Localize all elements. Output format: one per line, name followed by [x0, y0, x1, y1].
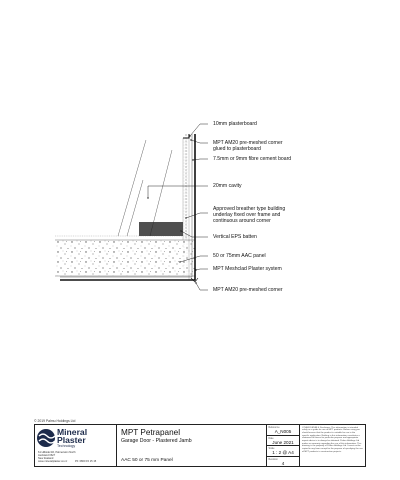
title-block [34, 424, 366, 467]
brand-name-line1: Mineral [57, 427, 88, 437]
callout-meshclad-plaster: MPT Meshclad Plaster system [213, 266, 282, 272]
meta-cell [267, 425, 300, 466]
callout-aac-panel: 50 or 75mm AAC panel [213, 253, 266, 259]
meta-label: Date [268, 436, 274, 440]
meta-scale [267, 446, 299, 457]
brand-name [57, 428, 87, 444]
meta-value: 4 [281, 460, 285, 466]
brand-address: 61 Hillside Rd, Palmerston North Auckland 0627 New Zealand www.mineralplaster.co.nz [38, 451, 76, 464]
eps-batten [139, 222, 183, 236]
disclaimer-cell [300, 425, 365, 466]
brand-contact: Ph: 0800 15 15 15 [75, 460, 97, 463]
disclaimer-text: OTHER DETAILS Disclaimer: This information is intended solely as a guide for use of MPT products. Before using you should ensure that the product is suitable for use in the specific application. Nothing in this information constitutes a statement of fitness for particular purpose and appropriate expert advice is to always be obtained. Palmu Holdings Ltd makes no warranty regarding the use of this information. This drawing is the property of Palmu Holdings Ltd. It must not be copied in any form except for the purpose of specifying the use of MPT products in construction projects. [302, 426, 363, 453]
meta-revision [267, 457, 299, 468]
meta-label: Scale [268, 447, 275, 450]
meta-value: A_N005 [274, 429, 292, 434]
project-panel-note: AAC 50 or 75 mm Panel [121, 458, 173, 463]
project-subtitle: Garage Door - Plastered Jamb [121, 438, 192, 444]
cavity-hatch [118, 140, 172, 236]
callout-cavity: 20mm cavity [213, 183, 242, 189]
meta-label: Reference [268, 426, 280, 429]
brand-tagline: Technology [57, 444, 76, 448]
meta-value: 1 : 2 @ A4 [272, 450, 294, 455]
meta-date [267, 436, 299, 447]
callout-building-underlay: Approved breather type building underlay fixed over frame and continuous around corner [213, 206, 286, 224]
project-cell [117, 425, 267, 466]
meta-reference [267, 425, 299, 436]
callout-eps-batten: Vertical EPS batten [213, 234, 257, 240]
callout-am20-corner-2: MPT AM20 pre-meshed corner [213, 287, 283, 293]
copyright-notice: © 2019 Palmu Holdings Ltd [34, 419, 76, 423]
callout-plasterboard: 10mm plasterboard [213, 121, 257, 127]
brand-cell [35, 425, 117, 466]
brand-name-line2: Plaster [57, 435, 86, 445]
callout-am20-corner: MPT AM20 pre-meshed corner glued to plasterboard [213, 140, 283, 152]
meta-label: Revision [268, 457, 278, 461]
project-title: MPT Petrapanel [121, 428, 181, 437]
callout-fibre-cement-board: 7.5mm or 9mm fibre cement board [213, 156, 292, 162]
meta-value: June 2021 [272, 439, 294, 445]
aac-panel-section [55, 236, 195, 276]
